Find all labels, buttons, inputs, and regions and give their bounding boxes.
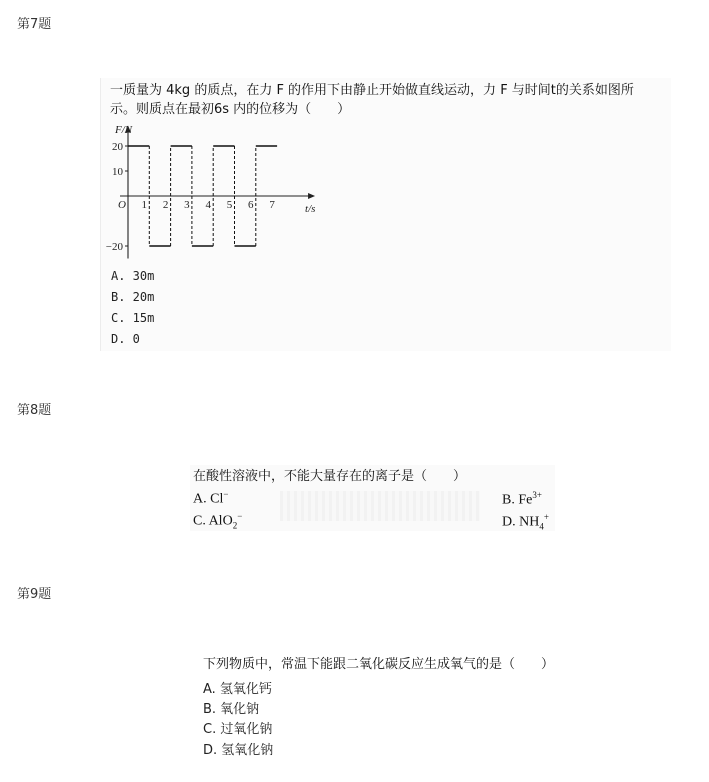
x-tick-label: 5 bbox=[226, 199, 233, 211]
question-9-option-b: B. 氧化钠 bbox=[203, 702, 260, 717]
question-8-option-a: A. Cl− bbox=[193, 489, 229, 507]
question-7-option-d: D. 0 bbox=[111, 332, 140, 346]
question-7-label: 第7题 bbox=[17, 17, 52, 32]
question-8-option-b: B. $Fe^{3+}$ bbox=[502, 490, 542, 508]
x-tick-label: 4 bbox=[205, 199, 211, 211]
question-7-image bbox=[100, 78, 671, 351]
question-9-stem: 下列物质中，常温下能跟二氧化碳反应生成氧气的是（ ） bbox=[203, 657, 555, 672]
y-tick-label: −20 bbox=[105, 241, 123, 253]
question-7-option-a: A. 30m bbox=[111, 269, 155, 283]
question-8-option-c: C. AlO$_2$− bbox=[193, 511, 243, 531]
question-9-option-a: A. 氢氧化钙 bbox=[203, 682, 272, 697]
question-9-label: 第9题 bbox=[17, 587, 52, 602]
x-axis-arrow bbox=[308, 193, 315, 199]
question-7-option-b: B. 20m bbox=[111, 290, 155, 304]
question-8-label: 第8题 bbox=[17, 403, 52, 418]
chart-labels bbox=[106, 124, 316, 253]
y-tick-label: 20 bbox=[112, 141, 123, 153]
x-tick-label: 3 bbox=[184, 199, 190, 211]
x-tick-label: 1 bbox=[141, 199, 148, 211]
scan-noise bbox=[280, 491, 480, 521]
origin-label: O bbox=[118, 199, 126, 211]
question-8-option-d: D. $NH_4^+$ bbox=[502, 512, 549, 532]
question-9-option-d: D. 氢氧化钠 bbox=[203, 743, 274, 758]
question-8-stem: 在酸性溶液中，不能大量存在的离子是（ ） bbox=[193, 469, 467, 484]
x-axis-label: t/s bbox=[305, 203, 316, 215]
question-7-stem-line2: 示。则质点在最初6s 内的位移为（ ） bbox=[110, 102, 351, 117]
question-9-image bbox=[198, 653, 588, 763]
x-tick-label: 2 bbox=[162, 199, 169, 211]
question-8-image bbox=[190, 465, 555, 531]
y-axis-label: F/N bbox=[115, 124, 133, 136]
x-tick-label: 7 bbox=[269, 199, 275, 211]
y-tick-label: 10 bbox=[112, 166, 123, 178]
question-7-option-c: C. 15m bbox=[111, 311, 155, 325]
question-7-stem-line1: 一质量为 4kg 的质点，在力 F 的作用下由静止开始做直线运动，力 F 与时间t的关系如图所 bbox=[110, 83, 634, 98]
question-9-option-c: C. 过氧化钠 bbox=[203, 722, 273, 737]
force-time-chart bbox=[101, 123, 331, 267]
x-tick-label: 6 bbox=[248, 199, 254, 211]
